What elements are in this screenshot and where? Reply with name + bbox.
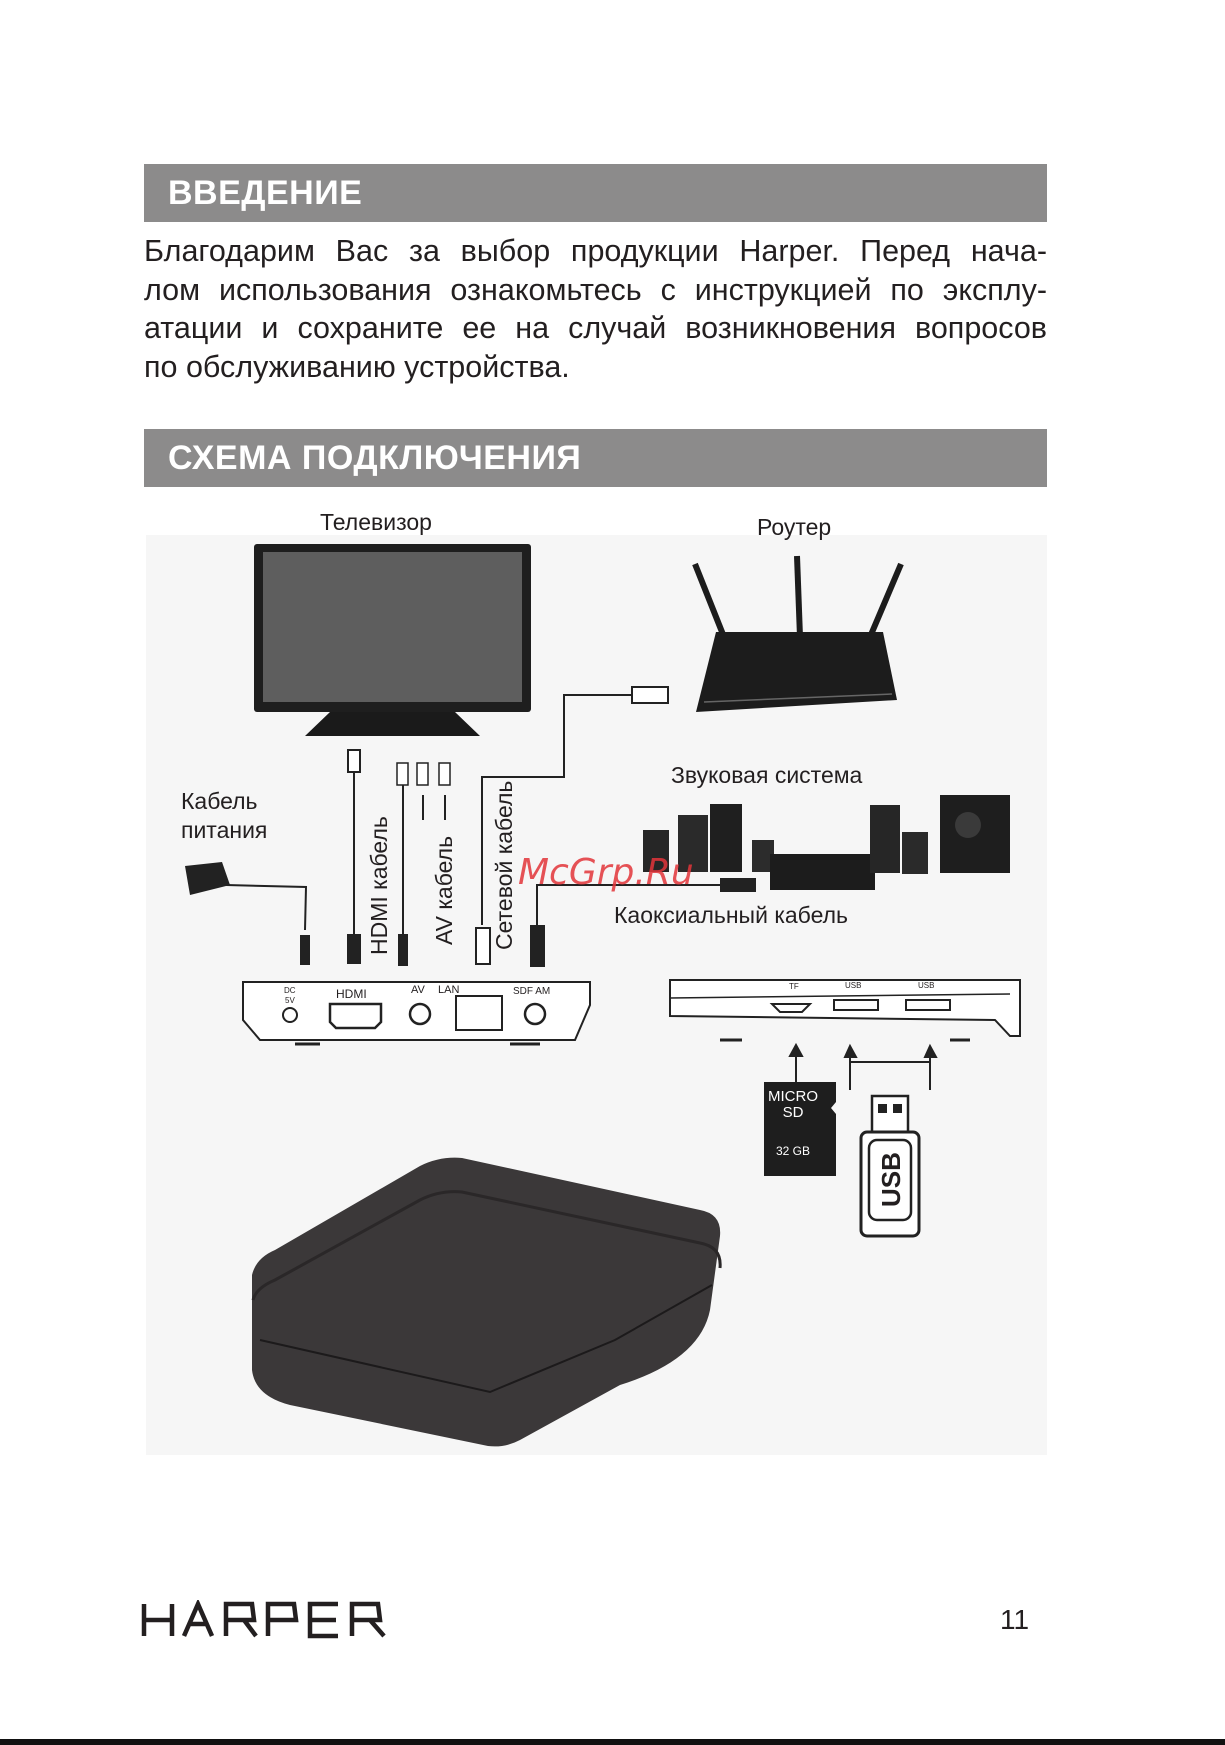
microsd-label: SD — [782, 1104, 804, 1121]
power-adapter — [185, 862, 230, 895]
port-hdmi-label: HDMI — [336, 987, 367, 1001]
sound-system-label: Звуковая система — [671, 762, 863, 788]
coax-plug-top — [720, 878, 756, 892]
power-cable-label: Кабель — [181, 788, 258, 814]
router-label: Роутер — [757, 514, 832, 540]
av-plug-bottom — [398, 934, 408, 966]
coax-plug — [530, 925, 545, 967]
page-number: 11 — [1000, 1604, 1030, 1635]
power-cable-label: питания — [181, 817, 268, 843]
intro-line: лом использования ознакомьтесь с инструкцией по эксплу- — [144, 272, 1047, 307]
section-heading-intro: ВВЕДЕНИЕ — [144, 164, 1047, 222]
port-lan-label: LAN — [438, 984, 460, 996]
sound-system-illustration — [643, 795, 1010, 890]
intro-line: по обслуживанию устройства. — [144, 349, 570, 384]
intro-line: Благодарим Вас за выбор продукции Harper. Перед нача- — [144, 234, 1047, 268]
lan-plug-router — [632, 687, 668, 703]
hdmi-plug-top — [348, 750, 360, 772]
watermark: McGrp.Ru — [518, 852, 694, 893]
port-dc-label: DC — [284, 986, 296, 995]
usb-stick-label: USB — [876, 1152, 906, 1207]
tv-illustration — [254, 544, 531, 736]
microsd-label: MICRO — [768, 1088, 818, 1105]
port-tf-label: TF — [789, 982, 799, 991]
bottom-rule — [0, 1739, 1225, 1745]
tv-label: Телевизор — [320, 509, 432, 535]
port-usb-label: USB — [918, 981, 935, 990]
port-dc-label: 5V — [285, 996, 295, 1005]
av-cable-label: AV кабель — [431, 835, 457, 945]
harper-logo-mark — [140, 1600, 392, 1640]
power-cable-line — [226, 885, 306, 930]
router-illustration — [695, 556, 901, 712]
port-av-label: AV — [411, 984, 425, 996]
lan-plug — [476, 928, 490, 964]
coax-cable-label: Каоксиальный кабель — [614, 902, 849, 928]
section-heading-scheme: СХЕМА ПОДКЛЮЧЕНИЯ — [144, 429, 1047, 487]
hdmi-cable-label: HDMI кабель — [366, 816, 392, 955]
network-cable-label: Сетевой кабель — [491, 780, 517, 950]
port-usb-label: USB — [845, 981, 862, 990]
dc-plug — [300, 935, 310, 965]
port-spdif-label: SDF AM — [513, 986, 551, 997]
intro-line: атации и сохраните ее на случай возникновения вопросов — [144, 311, 1047, 345]
hdmi-plug-bottom — [347, 934, 361, 964]
tv-box-illustration — [252, 1158, 720, 1447]
microsd-capacity: 32 GB — [775, 1144, 811, 1158]
